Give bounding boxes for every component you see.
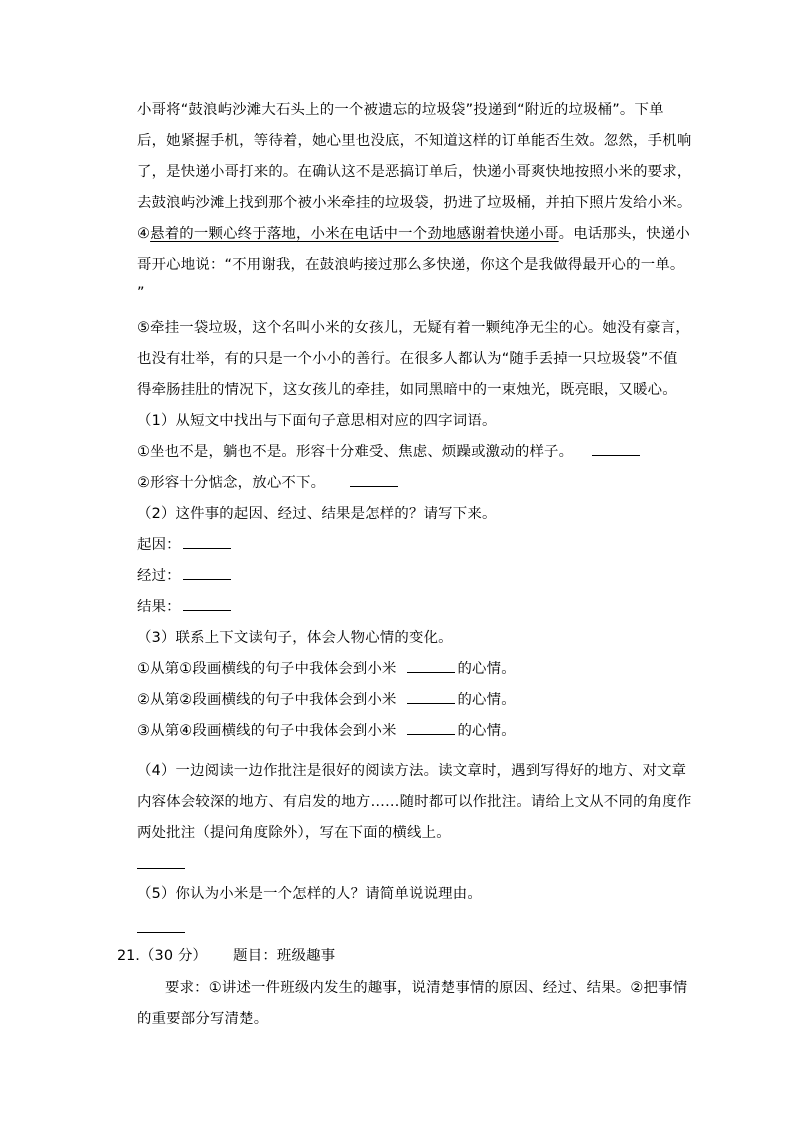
- question-3-item-text: ②从第②段画横线的句子中我体会到小米: [137, 692, 397, 708]
- question-4-line: 内容体会较深的地方、有启发的地方……随时都可以作批注。请给上文从不同的角度作: [137, 794, 692, 810]
- question-3-item-text: ③从第④段画横线的句子中我体会到小米: [137, 723, 397, 739]
- question-2-item: [137, 597, 233, 617]
- passage-line: 了，是快递小哥打来的。在确认这不是恶搞订单后，快递小哥爽快地按照小米的要求，: [137, 164, 692, 180]
- paragraph-4-line-2: 哥开心地说：“不用谢我，在鼓浪屿接过那么多快递，你这个是我做得最开心的一单。: [137, 257, 685, 273]
- essay-requirement: 的重要部分写清楚。: [137, 1011, 269, 1027]
- answer-blank[interactable]: [183, 547, 231, 549]
- answer-blank[interactable]: [183, 609, 231, 611]
- question-1-prompt: （1）从短文中找出与下面句子意思相对应的四字词语。: [137, 413, 497, 429]
- result-label: 结果：: [137, 599, 181, 615]
- score: （30 分）: [139, 948, 208, 964]
- question-2-prompt: （2）这件事的起因、经过、结果是怎样的？请写下来。: [137, 506, 497, 522]
- underlined-sentence: 悬着的一颗心终于落地，小米在电话中一个劲地感谢着快递小哥: [150, 226, 559, 242]
- question-3-item-suffix: 的心情。: [457, 692, 516, 708]
- paragraph-text: 。电话那头，快递小: [558, 226, 690, 242]
- passage-line: 去鼓浪屿沙滩上找到那个被小米牵挂的垃圾袋，扔进了垃圾桶，并拍下照片发给小米。: [137, 195, 692, 211]
- answer-blank[interactable]: [183, 578, 231, 580]
- question-1-item-text: ①坐也不是，躺也不是。形容十分难受、焦虑、烦躁或激动的样子。: [137, 444, 574, 460]
- passage-line: 小哥将“鼓浪屿沙滩大石头上的一个被遗忘的垃圾袋”投递到“附近的垃圾桶”。下单: [137, 102, 664, 118]
- question-1-item-text: ②形容十分惦念，放心不下。: [137, 475, 326, 491]
- answer-blank[interactable]: [407, 671, 455, 673]
- answer-blank[interactable]: [407, 702, 455, 704]
- cause-label: 起因：: [137, 537, 181, 553]
- question-2-item: [137, 566, 233, 586]
- paragraph-4-line-3: ”: [137, 285, 145, 301]
- paragraph-5-line: ⑤牵挂一袋垃圾，这个名叫小米的女孩儿，无疑有着一颗纯净无尘的心。她没有豪言，: [137, 320, 690, 336]
- process-label: 经过：: [137, 568, 181, 584]
- question-3-item: [137, 690, 516, 710]
- question-2-item: [137, 535, 233, 555]
- question-3-item-suffix: 的心情。: [457, 661, 516, 677]
- question-3-item-text: ①从第①段画横线的句子中我体会到小米: [137, 661, 397, 677]
- essay-header: [117, 946, 335, 966]
- answer-blank[interactable]: [592, 454, 640, 456]
- question-1-item: [137, 442, 642, 462]
- paragraph-5-line: 得牵肠挂肚的情况下，这女孩儿的牵挂，如同黑暗中的一束烛光，既亮眼，又暖心。: [137, 382, 677, 398]
- answer-blank[interactable]: [137, 868, 185, 869]
- essay-title: 题目：班级趣事: [233, 948, 336, 964]
- paragraph-marker: ④: [137, 226, 151, 242]
- answer-blank[interactable]: [350, 485, 398, 487]
- question-3-item: [137, 721, 516, 741]
- paragraph-5-line: 也没有壮举，有的只是一个小小的善行。在很多人都认为“随手丢掉一只垃圾袋”不值: [137, 351, 678, 367]
- question-5-prompt: （5）你认为小米是一个怎样的人？请简单说说理由。: [137, 886, 482, 902]
- passage-line: 后，她紧握手机，等待着，她心里也没底，不知道这样的订单能否生效。忽然，手机响: [137, 133, 692, 149]
- answer-blank[interactable]: [407, 733, 455, 735]
- question-1-item: [137, 473, 400, 493]
- question-3-item: [137, 659, 516, 679]
- answer-blank[interactable]: [137, 932, 185, 933]
- essay-requirement: 要求：①讲述一件班级内发生的趣事，说清楚事情的原因、经过、结果。②把事情: [165, 980, 688, 996]
- question-4-line: （4）一边阅读一边作批注是很好的阅读方法。读文章时，遇到写得好的地方、对文章: [137, 763, 687, 779]
- question-3-prompt: （3）联系上下文读句子，体会人物心情的变化。: [137, 630, 453, 646]
- question-3-item-suffix: 的心情。: [457, 723, 516, 739]
- question-4-line: 两处批注（提问角度除外），写在下面的横线上。: [137, 825, 451, 841]
- question-number: 21.: [117, 948, 140, 964]
- paragraph-4-line-1: [137, 224, 690, 244]
